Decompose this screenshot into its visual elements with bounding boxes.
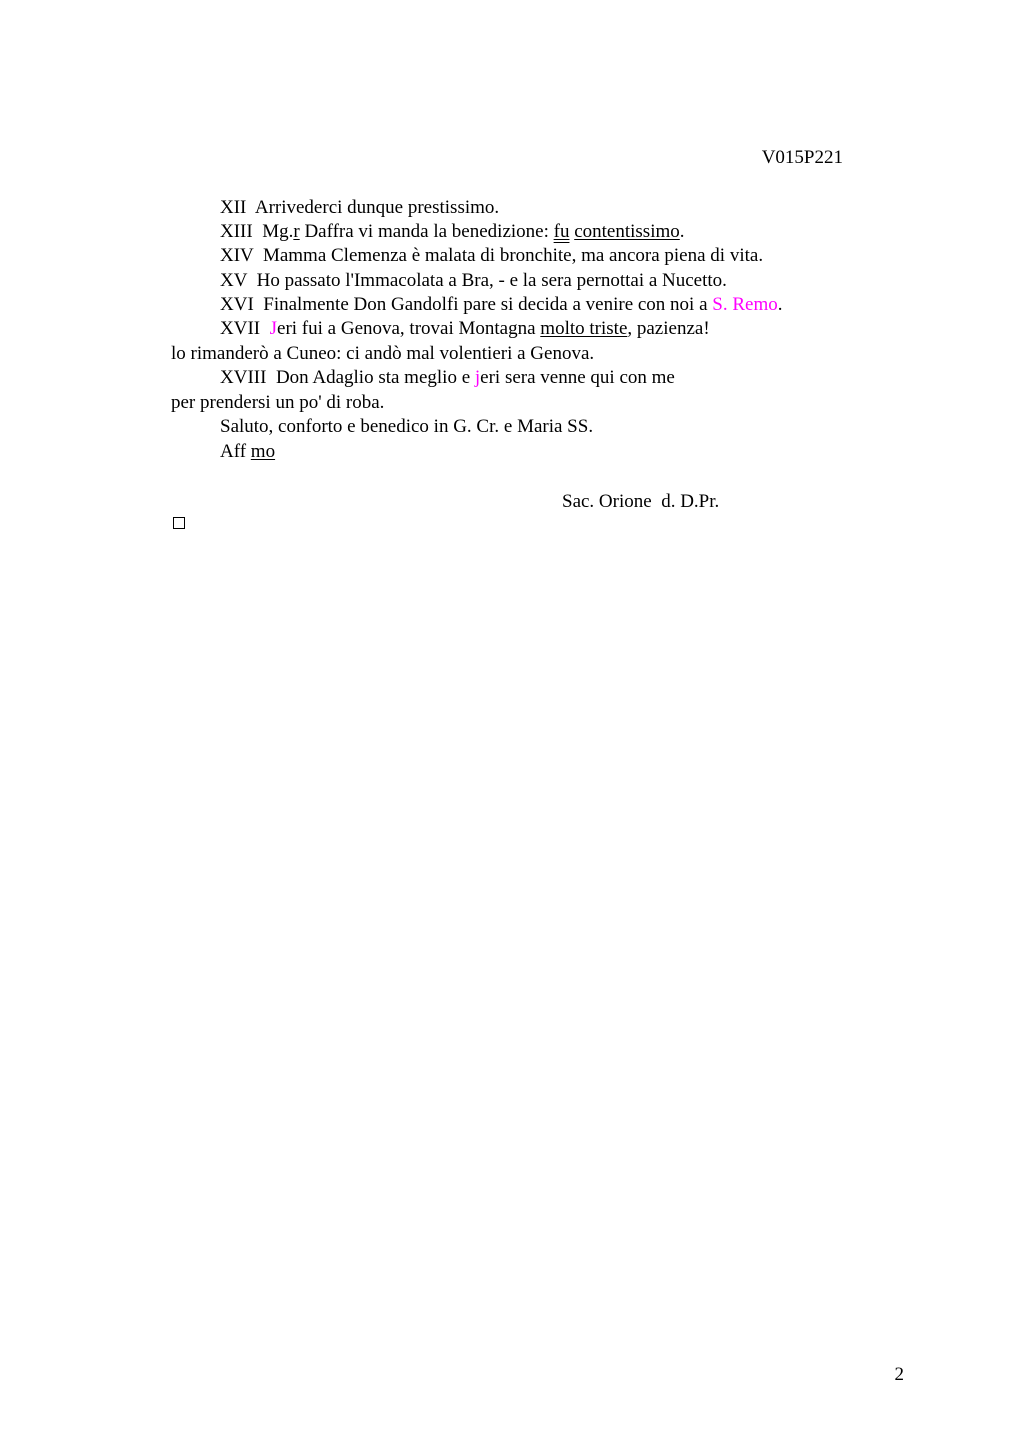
paragraph-xviii bbox=[220, 366, 675, 390]
roman-numeral: XIII bbox=[220, 221, 253, 242]
text-segment: eri fui a Genova, trovai Montagna bbox=[277, 318, 541, 339]
underlined-abbreviation: mo bbox=[250, 441, 276, 462]
paragraph-xviii-continued: per prendersi un po' di roba. bbox=[171, 392, 385, 413]
highlighted-letter: j bbox=[474, 367, 481, 388]
paragraph-text: Arrivederci dunque prestissimo. bbox=[254, 197, 500, 218]
closing-affectionate bbox=[220, 440, 275, 464]
paragraph-xv bbox=[220, 269, 727, 293]
text-segment: Don Adaglio sta meglio e bbox=[275, 367, 475, 388]
paragraph-text: Ho passato l'Immacolata a Bra, - e la sera pernottai a Nucetto. bbox=[256, 270, 727, 291]
paragraph-xvii-continued: lo rimanderò a Cuneo: ci andò mal volentieri a Genova. bbox=[171, 343, 595, 364]
roman-numeral: XVI bbox=[220, 294, 254, 315]
text-segment: Mg. bbox=[262, 221, 294, 242]
text-segment: Finalmente Don Gandolfi pare si decida a venire con noi a bbox=[263, 294, 713, 315]
document-reference: V015P221 bbox=[761, 147, 843, 168]
text-segment: eri sera venne qui con me bbox=[480, 367, 675, 388]
paragraph-xiv bbox=[220, 244, 763, 268]
paragraph-xii bbox=[220, 196, 499, 220]
double-underlined-word: fu bbox=[553, 221, 570, 242]
text-segment: Daffra vi manda la benedizione: bbox=[299, 221, 554, 242]
roman-numeral: XVII bbox=[220, 318, 261, 339]
paragraph-text: Mamma Clemenza è malata di bronchite, ma ancora piena di vita. bbox=[262, 245, 764, 266]
roman-numeral: XII bbox=[220, 197, 247, 218]
roman-numeral: XVIII bbox=[220, 367, 267, 388]
closing-greeting: Saluto, conforto e benedico in G. Cr. e Maria SS. bbox=[220, 416, 594, 437]
underlined-phrase: molto triste bbox=[540, 318, 628, 339]
text-segment: . bbox=[679, 221, 685, 242]
text-segment: , pazienza! bbox=[627, 318, 710, 339]
page-number: 2 bbox=[894, 1364, 904, 1385]
underlined-word: contentissimo bbox=[574, 221, 680, 242]
highlighted-place-name: S. Remo bbox=[712, 294, 778, 315]
underlined-superscript: r bbox=[293, 221, 300, 242]
paragraph-xiii bbox=[220, 220, 685, 244]
highlighted-letter: J bbox=[269, 318, 278, 339]
roman-numeral: XV bbox=[220, 270, 248, 291]
paragraph-xvi bbox=[220, 293, 782, 317]
paragraph-xvii bbox=[220, 317, 710, 341]
roman-numeral: XIV bbox=[220, 245, 254, 266]
text-segment: . bbox=[777, 294, 783, 315]
text-segment: Aff bbox=[220, 441, 251, 462]
checkbox-square-icon bbox=[173, 517, 185, 529]
signature: Sac. Orione d. D.Pr. bbox=[562, 491, 720, 512]
